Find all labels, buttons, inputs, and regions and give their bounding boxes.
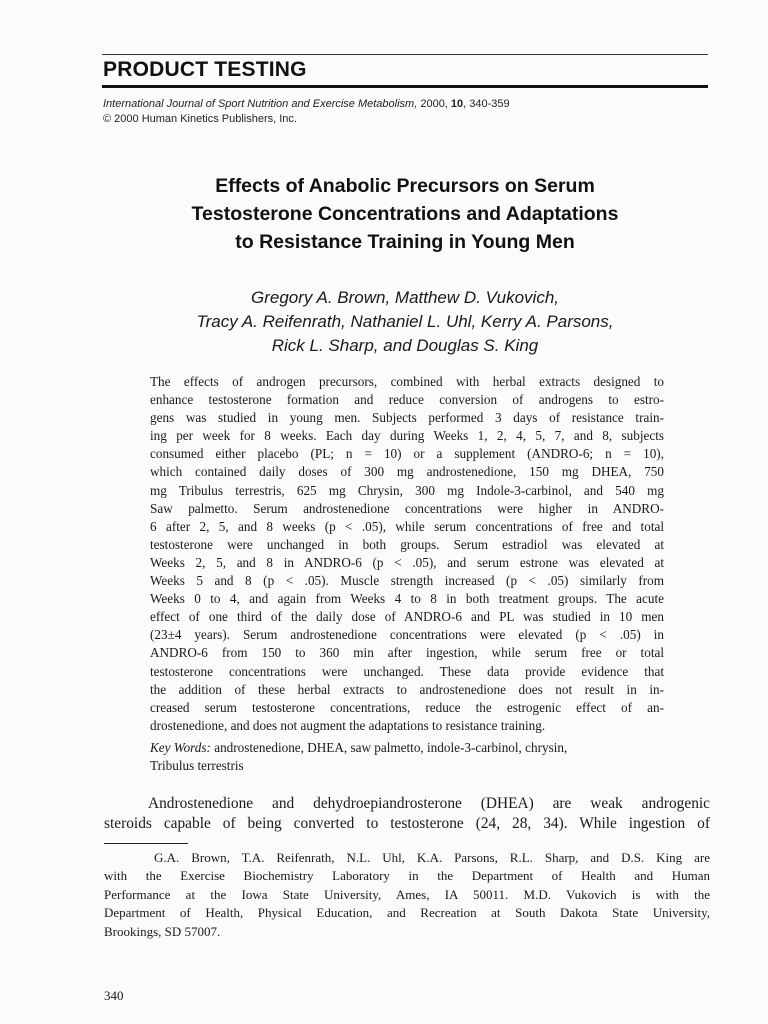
abstract-line: enhance testosterone formation and reduce conversion of androgens to estro- — [150, 392, 664, 408]
abstract-line: ing per week for 8 weeks. Each day during Weeks 1, 2, 4, 5, 7, and 8, subjects — [150, 428, 664, 444]
title-line: Testosterone Concentrations and Adaptations — [191, 203, 619, 225]
footnote-line: Department of Health, Physical Education, and Recreation at South Dakota State University, — [104, 905, 710, 921]
footnote-line: Brookings, SD 57007. — [104, 923, 221, 939]
abstract-line: (23±4 years). Serum androstenedione concentrations were elevated (p < .05) in — [150, 627, 664, 643]
author-list — [100, 286, 710, 358]
abstract-line: effect of one third of the daily dose of ANDRO-6 and PL was studied in 10 men — [150, 609, 664, 625]
abstract-line: 6 after 2, 5, and 8 weeks (p < .05), while serum concentrations of free and total — [150, 518, 664, 534]
abstract-line: The effects of androgen precursors, combined with herbal extracts designed to — [150, 374, 664, 389]
title-line: Effects of Anabolic Precursors on Serum — [215, 175, 595, 197]
abstract — [150, 373, 664, 735]
abstract-line: the addition of these herbal extracts to androstenedione does not result in in- — [150, 681, 664, 697]
journal-pages: , 340-359 — [463, 98, 510, 110]
body-line: Androstenedione and dehydroepiandrosterone (DHEA) are weak androgenic — [148, 795, 710, 812]
abstract-line: creased serum testosterone concentrations, reduce the estrogenic effect of an- — [150, 699, 664, 715]
abstract-line: gens was studied in young men. Subjects performed 3 days of resistance train- — [150, 410, 664, 426]
abstract-line: consumed either placebo (PL; n = 10) or a supplement (ANDRO-6; n = 10), — [150, 446, 664, 462]
key-words-line: Tribulus terrestris — [150, 758, 244, 774]
body-text — [104, 794, 710, 834]
page-number: 340 — [104, 988, 124, 1003]
journal-volume: 10 — [450, 98, 464, 110]
abstract-line: mg Tribulus terrestris, 625 mg Chrysin, 300 mg Indole-3-carbinol, and 540 mg — [150, 482, 664, 498]
title-line: to Resistance Training in Young Men — [235, 231, 575, 253]
footnote-line: Performance at the Iowa State University, Ames, IA 50011. M.D. Vukovich is with the — [104, 886, 710, 902]
journal-citation — [103, 97, 510, 127]
footnote-line: with the Exercise Biochemistry Laboratory in the Department of Health and Human — [104, 868, 710, 884]
key-words-label: Key Words: — [150, 740, 211, 755]
abstract-line: ANDRO-6 from 150 to 360 min after ingestion, while serum free or total — [150, 645, 664, 661]
abstract-line: Weeks 0 to 4, and again from Weeks 4 to 8 in both treatment groups. The acute — [150, 591, 664, 607]
section-heading: PRODUCT TESTING — [103, 58, 307, 81]
abstract-line: testosterone were unchanged in both groups. Serum estradiol was elevated at — [150, 536, 664, 552]
author-line: Tracy A. Reifenrath, Nathaniel L. Uhl, Kerry A. Parsons, — [196, 312, 614, 331]
author-line: Gregory A. Brown, Matthew D. Vukovich, — [250, 288, 559, 307]
abstract-line: Saw palmetto. Serum androstenedione concentrations were higher in ANDRO- — [150, 500, 664, 516]
author-affiliation-footnote — [104, 849, 710, 941]
abstract-line: drostenedione, and does not augment the adaptations to resistance training. — [150, 717, 546, 733]
journal-name: International Journal of Sport Nutrition and Exercise Metabolism, — [103, 98, 418, 110]
abstract-line: which contained daily doses of 300 mg androstenedione, 150 mg DHEA, 750 — [150, 464, 664, 480]
abstract-line: Weeks 5 and 8 (p < .05). Muscle strength increased (p < .05) similarly from — [150, 573, 664, 589]
article-title — [100, 172, 710, 256]
abstract-line: Weeks 2, 5, and 8 in ANDRO-6 (p < .05), and serum estrone was elevated at — [150, 554, 664, 570]
footnote-line: G.A. Brown, T.A. Reifenrath, N.L. Uhl, K.A. Parsons, R.L. Sharp, and D.S. King are — [154, 850, 710, 865]
abstract-line: testosterone concentrations were unchanged. These data provide evidence that — [150, 663, 664, 679]
body-line: steroids capable of being converted to testosterone (24, 28, 34). While ingestion of — [104, 815, 710, 832]
key-words — [150, 739, 664, 775]
key-words-list: androstenedione, DHEA, saw palmetto, indole-3-carbinol, chrysin, — [210, 740, 568, 755]
footnote-rule — [104, 843, 188, 844]
citation-line — [103, 97, 510, 112]
section-rule — [102, 85, 708, 88]
author-line: Rick L. Sharp, and Douglas S. King — [271, 336, 539, 355]
key-words-line — [150, 739, 664, 757]
top-rule — [102, 54, 708, 55]
journal-year: 2000, — [417, 98, 451, 110]
copyright-line: © 2000 Human Kinetics Publishers, Inc. — [103, 113, 297, 125]
